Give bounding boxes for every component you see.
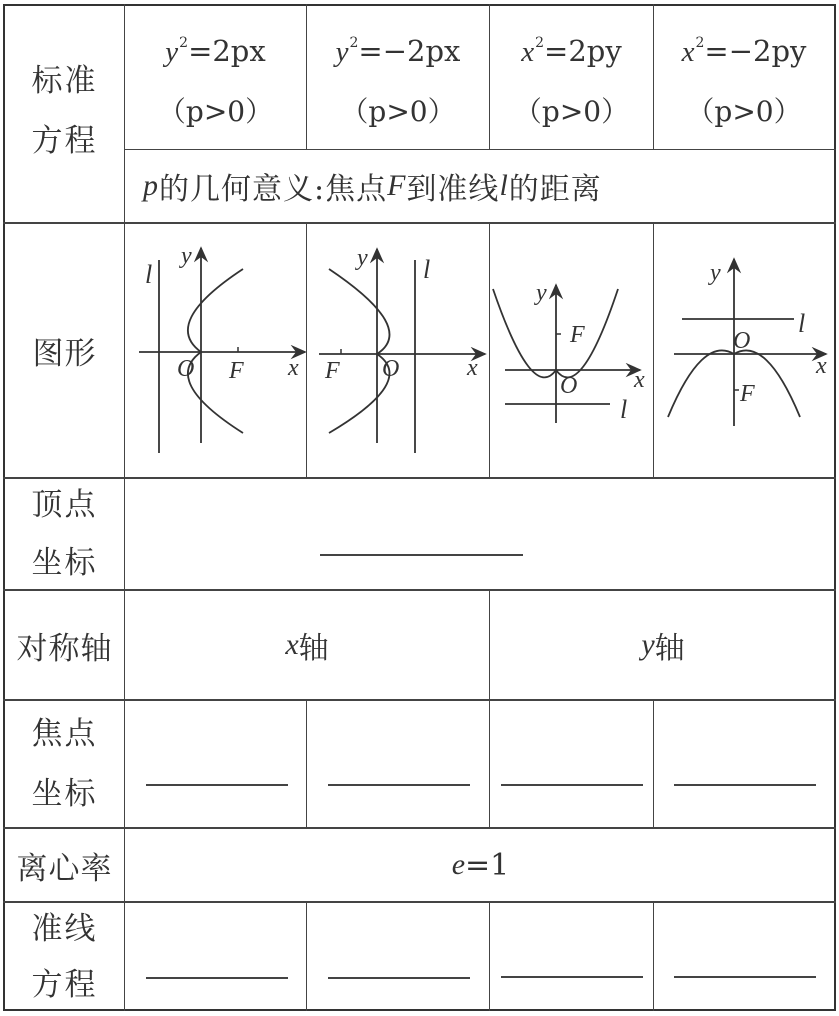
graph-label-x: x (467, 355, 478, 381)
graph-label-l: l (798, 309, 806, 338)
label-line: 坐标 (31, 776, 98, 812)
column-divider (306, 901, 307, 1011)
label-line: 方程 (31, 966, 98, 1003)
equation: $x^2=2py$ (521, 34, 622, 68)
graph-label-F: F (229, 358, 244, 384)
symmetry-axis-x: x 轴 (285, 628, 329, 666)
graph-label-l: l (423, 255, 431, 284)
label-symmetry-axis: 对称轴 (16, 630, 113, 667)
label-eccentricity: 离心率 (16, 850, 113, 887)
graph-opens-left (307, 223, 489, 477)
equation-cell-1 (125, 6, 306, 149)
equation-cell-2 (307, 6, 489, 149)
graph-label-F: F (325, 358, 340, 384)
focus-coords-blank-3[interactable] (501, 784, 643, 786)
label-line: 准线 (31, 910, 98, 947)
graph-label-O: O (560, 373, 578, 399)
label-line: 焦点 (31, 716, 98, 752)
column-divider (489, 901, 490, 1011)
graph-label-F: F (740, 381, 755, 407)
condition: （p>0） (686, 95, 802, 128)
graph-opens-up (490, 223, 653, 477)
condition: （p>0） (157, 95, 274, 128)
label-line: 标准 (31, 63, 98, 99)
directrix-blank-3[interactable] (501, 976, 643, 978)
eccentricity-value: e =1 (451, 847, 510, 883)
column-divider (653, 699, 654, 828)
label-directrix-equation (5, 902, 124, 1011)
label-standard-equation (5, 50, 124, 172)
graph-label-x: x (288, 355, 299, 381)
graph-label-F: F (570, 322, 585, 348)
label-line: 顶点 (31, 486, 98, 523)
directrix-blank-4[interactable] (674, 976, 816, 978)
graph-label-y: y (181, 243, 192, 269)
directrix-blank-1[interactable] (146, 977, 288, 979)
condition: （p>0） (513, 95, 630, 128)
condition: （p>0） (340, 95, 456, 128)
focus-coords-blank-4[interactable] (674, 784, 816, 786)
label-line: 方程 (31, 123, 98, 159)
equation-cell-3 (490, 6, 653, 149)
p-meaning: p 的几何意义:焦点 F 到准线 l 的距离 (143, 169, 602, 207)
graph-opens-right (125, 223, 306, 477)
equation: $y^2=2px$ (165, 34, 266, 68)
graph-label-O: O (382, 356, 400, 382)
graph-label-O: O (177, 356, 195, 382)
label-focus-coords (5, 700, 124, 828)
equation-cell-4 (654, 6, 834, 149)
graph-label-y: y (710, 260, 721, 286)
vertex-coords-blank[interactable] (320, 554, 523, 556)
graph-label-y: y (357, 245, 368, 271)
graph-opens-down (654, 223, 834, 477)
equation: $x^2=-2py$ (681, 34, 807, 68)
graph-label-l: l (145, 260, 153, 289)
equation: $y^2=-2px$ (335, 34, 461, 68)
symmetry-axis-y: y 轴 (641, 628, 685, 666)
label-line: 坐标 (31, 544, 98, 581)
column-divider (489, 699, 490, 828)
graph-label-O: O (733, 328, 751, 354)
label-graph: 图形 (32, 335, 97, 372)
row-divider (3, 477, 836, 479)
focus-coords-blank-1[interactable] (146, 784, 288, 786)
graph-label-x: x (634, 367, 645, 393)
graph-label-l: l (620, 395, 628, 424)
focus-coords-blank-2[interactable] (328, 784, 470, 786)
column-divider (653, 901, 654, 1011)
graph-label-y: y (536, 280, 547, 306)
directrix-blank-2[interactable] (328, 977, 470, 979)
graph-label-x: x (816, 353, 827, 379)
label-vertex-coords (5, 478, 124, 589)
column-divider (306, 699, 307, 828)
